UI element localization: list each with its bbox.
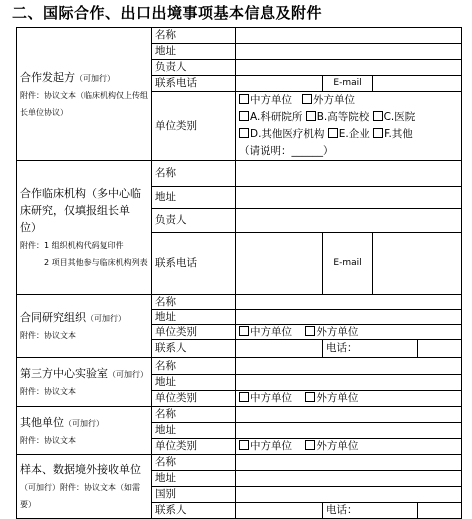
other-explain: （请说明：______） xyxy=(239,145,334,157)
initiator-address-field[interactable] xyxy=(236,44,462,60)
checkbox-university[interactable] xyxy=(306,111,316,121)
checkbox-other[interactable] xyxy=(373,128,383,138)
clinical-email-label: E-mail xyxy=(323,233,373,295)
initiator-phone-field[interactable] xyxy=(236,76,323,92)
initiator-name-label: 名称 xyxy=(152,28,236,44)
cro-label-cell xyxy=(17,295,152,358)
clinical-name-label: 名称 xyxy=(152,161,236,187)
checkbox-hospital[interactable] xyxy=(373,111,383,121)
checkbox-other-medical[interactable] xyxy=(239,128,249,138)
initiator-optional: （可加行） xyxy=(75,73,115,83)
lab-name-field[interactable] xyxy=(236,358,462,375)
receiver-name-field[interactable] xyxy=(236,455,462,471)
cro-phone-field[interactable] xyxy=(418,340,462,358)
other-unit-optional: （可加行） xyxy=(64,418,104,428)
clinical-email-field[interactable] xyxy=(373,233,462,295)
cro-name-label: 名称 xyxy=(152,295,236,310)
cro-liaison-field[interactable] xyxy=(236,340,323,358)
clinical-attachment-2: 2 项目其他参与临床机构列表 xyxy=(44,258,148,267)
clinical-label: 合作临床机构（多中心临床研究，仅填报组长单位） xyxy=(20,187,141,234)
initiator-contact-label: 负责人 xyxy=(152,60,236,76)
checkbox-foreign[interactable] xyxy=(305,392,315,402)
cooperation-info-table xyxy=(16,27,462,519)
cro-unit-type-options: 中方单位 外方单位 xyxy=(236,325,462,340)
checkbox-foreign[interactable] xyxy=(305,326,315,336)
clinical-attachment-1: 附件：1 组织机构代码复印件 xyxy=(20,241,124,250)
receiver-optional: （可加行） xyxy=(20,483,60,492)
lab-optional: （可加行） xyxy=(108,370,148,379)
checkbox-enterprise[interactable] xyxy=(328,128,338,138)
checkbox-foreign[interactable] xyxy=(305,440,315,450)
initiator-unit-type-label: 单位类别 xyxy=(152,92,236,161)
initiator-unit-type-options: 中方单位 外方单位 A.科研院所 B.高等院校 C.医院 D.其他医疗机构 E.企业 F.其他 （请说明：______） xyxy=(236,92,462,161)
initiator-name-field[interactable] xyxy=(236,28,462,44)
initiator-phone-label: 联系电话 xyxy=(152,76,236,92)
receiver-label-cell xyxy=(17,455,152,519)
checkbox-domestic[interactable] xyxy=(239,94,249,104)
receiver-country-label: 国别 xyxy=(152,487,236,503)
receiver-label: 样本、数据境外接收单位 xyxy=(20,463,141,476)
initiator-label-cell xyxy=(17,28,152,161)
clinical-phone-label: 联系电话 xyxy=(152,233,236,295)
clinical-contact-label: 负责人 xyxy=(152,209,236,233)
lab-attachment: 附件：协议文本 xyxy=(20,387,76,396)
other-unit-label-cell xyxy=(17,407,152,455)
cro-attachment: 附件：协议文本 xyxy=(20,331,76,340)
section-title: 二、国际合作、出口出境事项基本信息及附件 xyxy=(12,4,323,22)
lab-unit-type-options: 中方单位 外方单位 xyxy=(236,391,462,407)
clinical-contact-field[interactable] xyxy=(236,209,462,233)
receiver-phone-label: 电话： xyxy=(323,503,418,519)
clinical-label-cell xyxy=(17,161,152,295)
cro-label: 合同研究组织 xyxy=(20,311,86,324)
lab-label-cell xyxy=(17,358,152,407)
initiator-label: 合作发起方 xyxy=(20,70,75,84)
receiver-liaison-field[interactable] xyxy=(236,503,323,519)
checkbox-foreign[interactable] xyxy=(302,94,312,104)
receiver-address-field[interactable] xyxy=(236,471,462,487)
checkbox-domestic[interactable] xyxy=(239,326,249,336)
clinical-phone-field[interactable] xyxy=(236,233,323,295)
lab-unit-type-label: 单位类别 xyxy=(152,391,236,407)
other-unit-attachment: 附件：协议文本 xyxy=(20,435,76,445)
initiator-email-label: E-mail xyxy=(323,76,373,92)
initiator-attachment: 附件：协议文本（临床机构仅上传组长单位协议） xyxy=(20,90,148,117)
other-unit-name-field[interactable] xyxy=(236,407,462,423)
receiver-attachment: 附件：协议文本（如需要） xyxy=(20,483,140,509)
lab-name-label: 名称 xyxy=(152,358,236,375)
receiver-name-label: 名称 xyxy=(152,455,236,471)
lab-label: 第三方中心实验室 xyxy=(20,367,108,380)
lab-address-field[interactable] xyxy=(236,375,462,391)
receiver-country-field[interactable] xyxy=(236,487,462,503)
receiver-phone-field[interactable] xyxy=(418,503,462,519)
clinical-address-field[interactable] xyxy=(236,187,462,209)
other-unit-address-field[interactable] xyxy=(236,423,462,439)
cro-optional: （可加行） xyxy=(86,314,126,323)
other-unit-name-label: 名称 xyxy=(152,407,236,423)
clinical-name-field[interactable] xyxy=(236,161,462,187)
clinical-address-label: 地址 xyxy=(152,187,236,209)
initiator-email-field[interactable] xyxy=(373,76,462,92)
receiver-liaison-label: 联系人 xyxy=(152,503,236,519)
checkbox-domestic[interactable] xyxy=(239,440,249,450)
cro-address-label: 地址 xyxy=(152,310,236,325)
cro-unit-type-label: 单位类别 xyxy=(152,325,236,340)
other-unit-type-label: 单位类别 xyxy=(152,439,236,455)
cro-name-field[interactable] xyxy=(236,295,462,310)
cro-address-field[interactable] xyxy=(236,310,462,325)
initiator-contact-field[interactable] xyxy=(236,60,462,76)
cro-liaison-label: 联系人 xyxy=(152,340,236,358)
other-unit-address-label: 地址 xyxy=(152,423,236,439)
other-unit-type-options: 中方单位 外方单位 xyxy=(236,439,462,455)
lab-address-label: 地址 xyxy=(152,375,236,391)
checkbox-domestic[interactable] xyxy=(239,392,249,402)
checkbox-research-institute[interactable] xyxy=(239,111,249,121)
receiver-address-label: 地址 xyxy=(152,471,236,487)
other-unit-label: 其他单位 xyxy=(20,415,64,429)
initiator-address-label: 地址 xyxy=(152,44,236,60)
cro-phone-label: 电话： xyxy=(323,340,418,358)
